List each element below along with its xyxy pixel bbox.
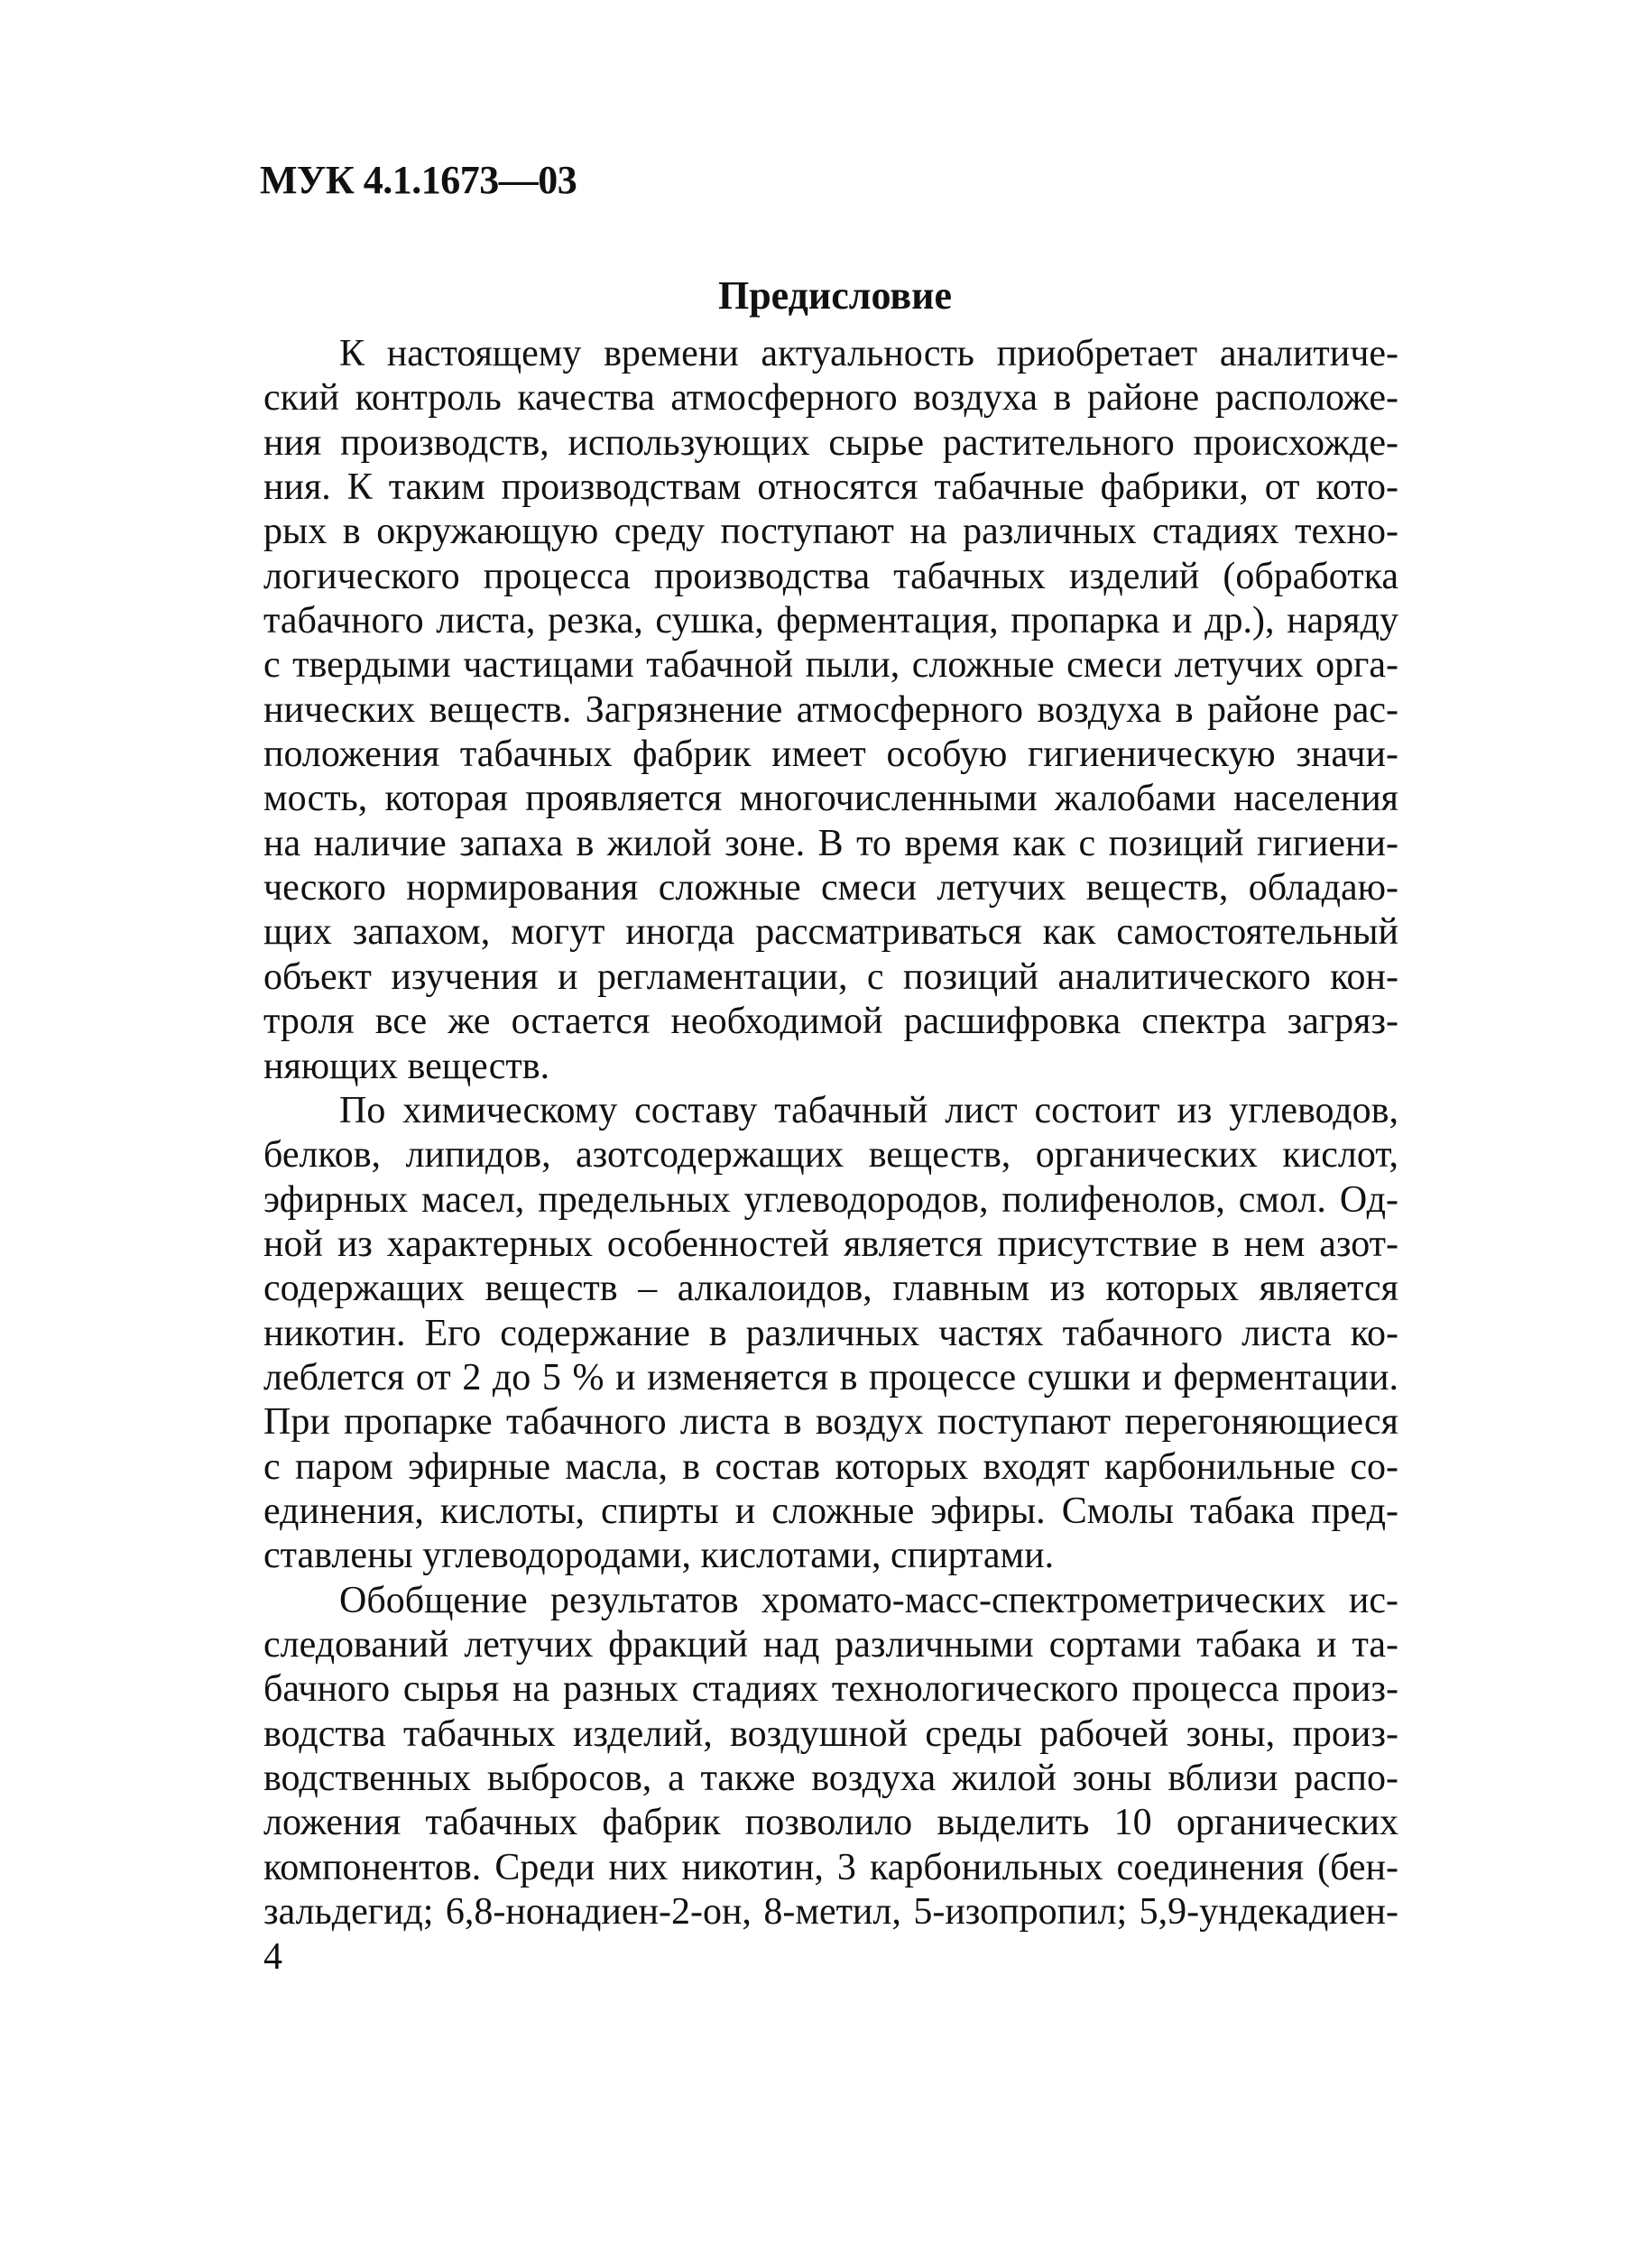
- text-line: леблется от 2 до 5 % и изменяется в процессе сушки и ферментации.: [263, 1356, 1398, 1398]
- section-heading: Предисловие: [717, 273, 952, 318]
- text-line: По химическому составу табачный лист состоит из углеводов,: [339, 1089, 1398, 1131]
- text-line: единения, кислоты, спирты и сложные эфиры. Смолы табака пред-: [263, 1490, 1398, 1532]
- text-line: щих запахом, могут иногда рассматриваться как самостоятельный: [263, 911, 1398, 954]
- text-line: содержащих веществ – алкалоидов, главным из которых является: [263, 1268, 1398, 1310]
- text-line: ский контроль качества атмосферного воздуха в районе расположе-: [263, 377, 1398, 420]
- paragraph-3: [263, 1579, 1398, 1935]
- document-code: МУК 4.1.1673—03: [260, 158, 577, 202]
- text-line: ложения табачных фабрик позволило выделить 10 органических: [263, 1802, 1398, 1844]
- text-line: водственных выбросов, а также воздуха жилой зоны вблизи распо-: [263, 1758, 1398, 1799]
- paragraph-1: [263, 332, 1398, 1089]
- text-line: логического процесса производства табачных изделий (обработка: [263, 555, 1398, 597]
- text-line: табачного листа, резка, сушка, ферментация, пропарка и др.), наряду: [263, 600, 1398, 642]
- text-line: объект изучения и регламентации, с позиций аналитического кон-: [263, 955, 1398, 998]
- text-line: зальдегид; 6,8-нонадиен-2-он, 8-метил, 5-изопропил; 5,9-ундекадиен-: [263, 1891, 1398, 1934]
- text-line: ной из характерных особенностей является присутствие в нем азот-: [263, 1223, 1398, 1265]
- text-line: ставлены углеводородами, кислотами, спиртами.: [263, 1535, 1055, 1577]
- text-line: бачного сырья на разных стадиях технологического процесса произ-: [263, 1668, 1398, 1711]
- text-line: К настоящему времени актуальность приобретает аналитиче-: [339, 333, 1398, 374]
- text-line: ния производств, использующих сырье растительного происхожде-: [263, 421, 1398, 464]
- body-text: [263, 332, 1398, 1934]
- text-line: положения табачных фабрик имеет особую гигиеническую значи-: [263, 734, 1398, 776]
- text-line: с твердыми частицами табачной пыли, сложные смеси летучих орга-: [263, 644, 1398, 687]
- paragraph-2: [263, 1089, 1398, 1579]
- text-line: ния. К таким производствам относятся табачные фабрики, от кото-: [263, 466, 1398, 509]
- text-line: водства табачных изделий, воздушной среды рабочей зоны, произ-: [263, 1712, 1398, 1755]
- text-line: мость, которая проявляется многочисленными жалобами населения: [263, 778, 1398, 820]
- text-line: эфирных масел, предельных углеводородов, полифенолов, смол. Од-: [263, 1178, 1398, 1221]
- text-line: няющих веществ.: [263, 1045, 550, 1087]
- text-line: с паром эфирные масла, в состав которых входят карбонильные со-: [263, 1445, 1398, 1488]
- page-number: 4: [263, 1936, 282, 1978]
- text-line: рых в окружающую среду поступают на различных стадиях техно-: [263, 511, 1398, 553]
- text-line: никотин. Его содержание в различных частях табачного листа ко-: [263, 1312, 1398, 1354]
- text-line: При пропарке табачного листа в воздух поступают перегоняющиеся: [263, 1401, 1398, 1444]
- text-line: компонентов. Среди них никотин, 3 карбонильных соединения (бен-: [263, 1846, 1398, 1888]
- text-line: следований летучих фракций над различными сортами табака и та-: [263, 1623, 1398, 1666]
- text-line: ческого нормирования сложные смеси летучих веществ, обладаю-: [263, 867, 1398, 909]
- text-line: нических веществ. Загрязнение атмосферного воздуха в районе рас-: [263, 688, 1398, 731]
- text-line: троля все же остается необходимой расшифровка спектра загряз-: [263, 1001, 1398, 1043]
- text-line: белков, липидов, азотсодержащих веществ, органических кислот,: [263, 1134, 1398, 1177]
- text-line: Обобщение результатов хромато-масс-спектрометрических ис-: [339, 1579, 1398, 1621]
- text-line: на наличие запаха в жилой зоне. В то время как с позиций гигиени-: [263, 822, 1398, 864]
